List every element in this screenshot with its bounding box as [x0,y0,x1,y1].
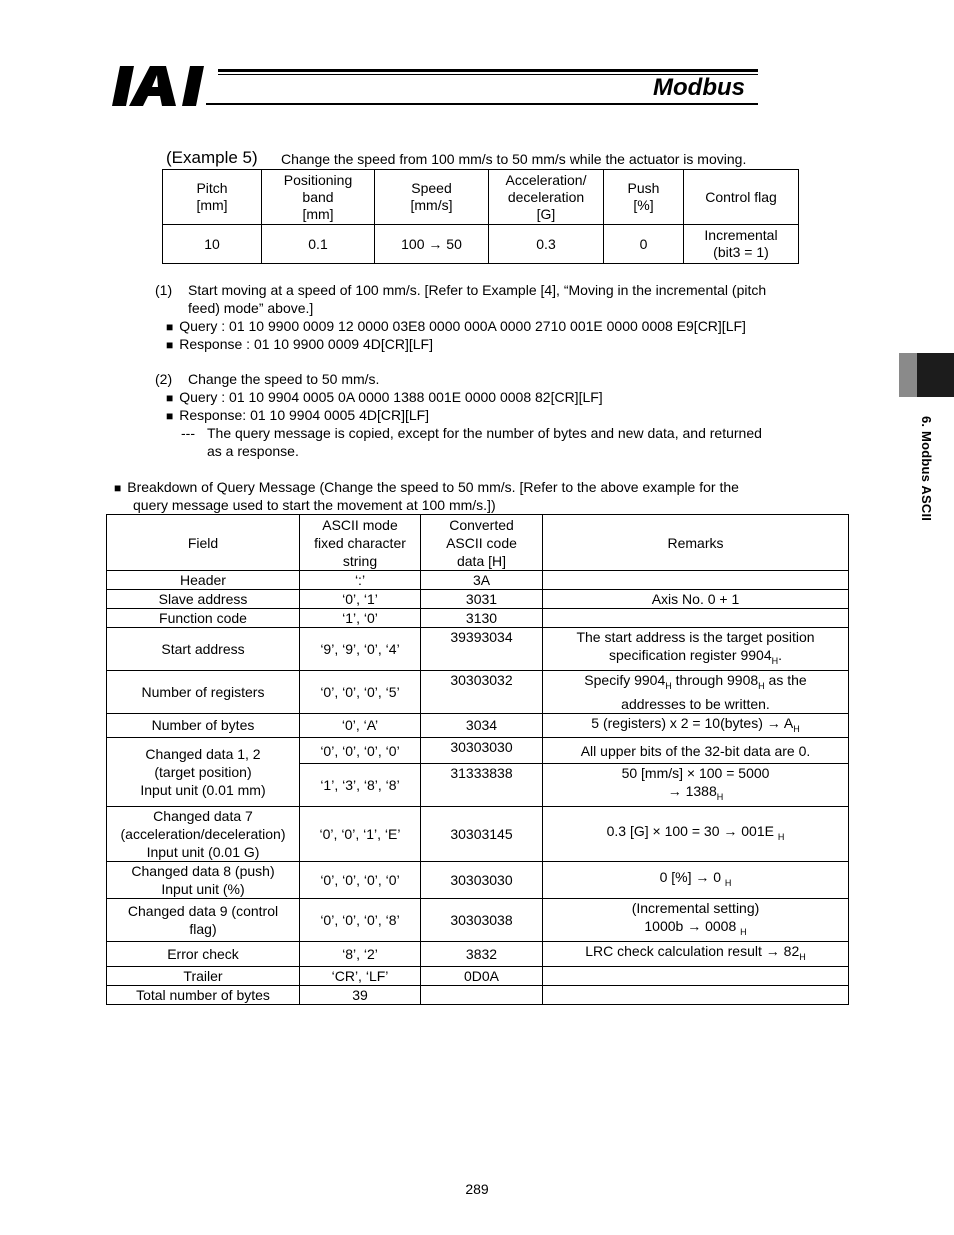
cell-positioning-band: 0.1 [262,225,375,264]
example-description: Change the speed from 100 mm/s to 50 mm/s while the actuator is moving. [281,151,747,167]
iai-logo [112,66,212,106]
col-remarks: Remarks [543,515,849,571]
header-rule [218,69,758,72]
cell-acceleration: 0.3 [489,225,604,264]
col-ascii: ASCII mode fixed character string [300,515,421,571]
header-title: Modbus [653,74,745,101]
header-positioning-band: Positioning band [mm] [262,170,375,225]
step-1-text-cont: feed) mode” above.] [188,300,314,316]
page-number: 289 [465,1181,489,1197]
table-row: Slave address ‘0’, ‘1’ 3031 Axis No. 0 + 1 [107,590,849,609]
header-control-flag: Control flag [684,170,799,225]
cell-speed: 100 → 50 [375,225,489,264]
header-pitch: Pitch [mm] [163,170,262,225]
example-title: (Example 5) [166,148,258,167]
step-1-response: ■ Response : 01 10 9900 0009 4D[CR][LF] [166,335,433,354]
table-row: Changed data 9 (control flag) ‘0’, ‘0’, ‘0’, ‘8’ 30303038 (Incremental setting) 1000b → 0008 $_H$ [107,899,849,942]
chapter-label: 6. Modbus ASCII [919,416,934,522]
breakdown-heading-cont: query message used to start the movement at 100 mm/s.]) [133,497,496,513]
col-converted: Converted ASCII code data [H] [421,515,543,571]
table-row: Header ‘:’ 3A [107,571,849,590]
step-2-text: Change the speed to 50 mm/s. [188,371,380,387]
breakdown-heading: ■ Breakdown of Query Message (Change the speed to 50 mm/s. [Refer to the above example for the [114,478,739,497]
cell-pitch: 10 [163,225,262,264]
step-1-number: (1) [155,282,173,298]
step-2-response: ■ Response: 01 10 9904 0005 4D[CR][LF] [166,406,429,425]
note-text: The query message is copied, except for the number of bytes and new data, and returned [207,425,762,441]
table-row: Total number of bytes 39 [107,985,849,1004]
header-speed: Speed [mm/s] [375,170,489,225]
table-row: Error check ‘8’, ‘2’ 3832 LRC check calculation result → $82_H$ [107,941,849,966]
step-2-number: (2) [155,371,173,387]
step-1-text: Start moving at a speed of 100 mm/s. [Refer to Example [4], “Moving in the incremental (pitch [188,282,767,298]
table-row: Changed data 8 (push) Input unit (%) ‘0’, ‘0’, ‘0’, ‘0’ 30303030 0 [%] → 0 $_H$ [107,862,849,899]
header-underline [206,103,758,105]
table-row: Trailer ‘CR’, ‘LF’ 0D0A [107,966,849,985]
chapter-tab [917,353,954,397]
query-breakdown-table [106,514,849,1005]
table-row: Number of registers ‘0’, ‘0’, ‘0’, ‘5’ 30303032 Specify $9904_H$ through $9908_H$ as the addresses to be written. [107,670,849,713]
table-row: ‘1’, ‘3’, ‘8’, ‘8’ 31333838 50 [mm/s] × 100 = 5000 → $1388_H$ [107,764,849,807]
step-1-query: ■ Query : 01 10 9900 0009 12 0000 03E8 0000 000A 0000 2710 001E 0000 0008 E9[CR][LF] [166,317,746,336]
chapter-tab-shade [899,353,917,397]
step-2-query: ■ Query : 01 10 9904 0005 0A 0000 1388 001E 0000 0008 82[CR][LF] [166,388,603,407]
cell-push: 0 [604,225,684,264]
note-dash: --- [181,425,195,441]
table-row: Start address ‘9’, ‘9’, ‘0’, ‘4’ 39393034 The start address is the target position specification register $9904_H$. [107,628,849,671]
table-row: Changed data 7 (acceleration/deceleration) Input unit (0.01 G) ‘0’, ‘0’, ‘1’, ‘E’ 30303145 0.3 [G] × 100 = 30 → 001E $_H$ [107,807,849,862]
col-field: Field [107,515,300,571]
table-row: Function code ‘1’, ‘0’ 3130 [107,609,849,628]
header-acceleration: Acceleration/ deceleration [G] [489,170,604,225]
note-text-cont: as a response. [207,443,299,459]
example-parameters-table [162,169,799,264]
header-push: Push [%] [604,170,684,225]
table-row: Changed data 1, 2 (target position) Input unit (0.01 mm) ‘0’, ‘0’, ‘0’, ‘0’ 30303030 All upper bits of the 32-bit data are 0. [107,738,849,764]
table-row: Number of bytes ‘0’, ‘A’ 3034 5 (registers) x 2 = 10(bytes) → $A_H$ [107,713,849,738]
cell-control-flag: Incremental (bit3 = 1) [684,225,799,264]
